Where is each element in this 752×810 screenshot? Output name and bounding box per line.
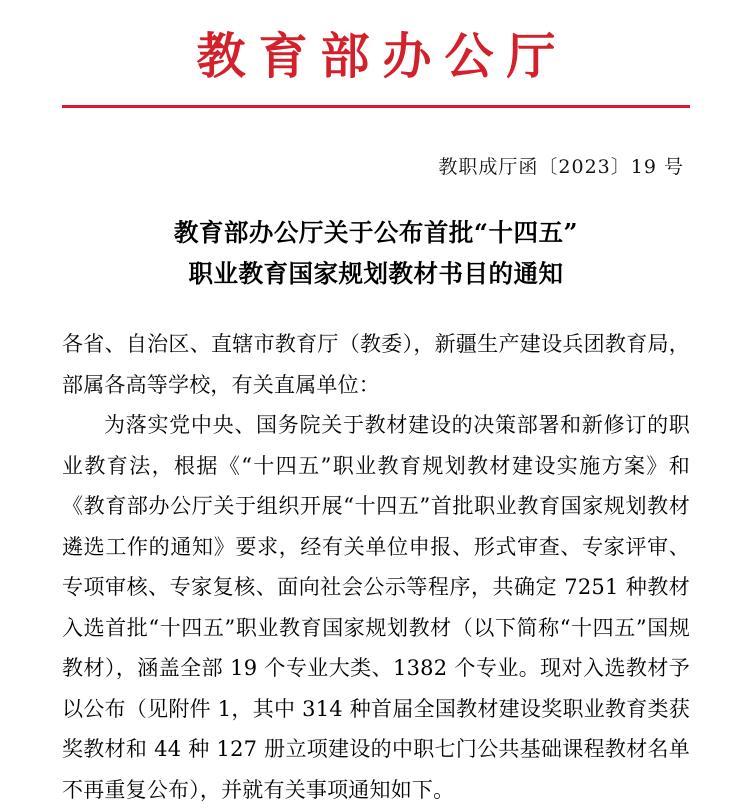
masthead bbox=[62, 0, 690, 108]
page-title bbox=[62, 213, 690, 294]
page-title-line-1: 教育部办公厅关于公布首批“十四五” bbox=[173, 218, 579, 248]
issuing-authority-title: 教育部办公厅 bbox=[196, 27, 569, 85]
document-number: 教职成厅函〔2023〕19 号 bbox=[438, 156, 684, 179]
paragraph-addressee: 各省、自治区、直辖市教育厅（教委），新疆生产建设兵团教育局，部属各高等学校，有关直属单位： bbox=[62, 332, 690, 397]
document-body bbox=[62, 324, 690, 810]
masthead-divider bbox=[62, 105, 690, 108]
page-title-line-2: 职业教育国家规划教材书目的通知 bbox=[188, 258, 564, 288]
paragraph-main: 为落实党中央、国务院关于教材建设的决策部署和新修订的职业教育法，根据《“十四五”职业教育规划教材建设实施方案》和《教育部办公厅关于组织开展“十四五”首批职业教育国家规划教材遴选工作的通知》要求，经有关单位申报、形式审查、专家评审、专项审核、专家复核、面向社会公示等程序，共确定 7251 种教材入选首批“十四五”职业教育国家规划教材（以下简称“十四五”国规教材），涵盖全部 19 个专业大类、1382 个专业。现对入选教材予以公布（见附件 1，其中 314 种首届全国教材建设奖职业教育类获奖教材和 44 种 127 册立项建设的中职七门公共基础课程教材名单不再重复公布），并就有关事项通知如下。 bbox=[62, 413, 690, 802]
